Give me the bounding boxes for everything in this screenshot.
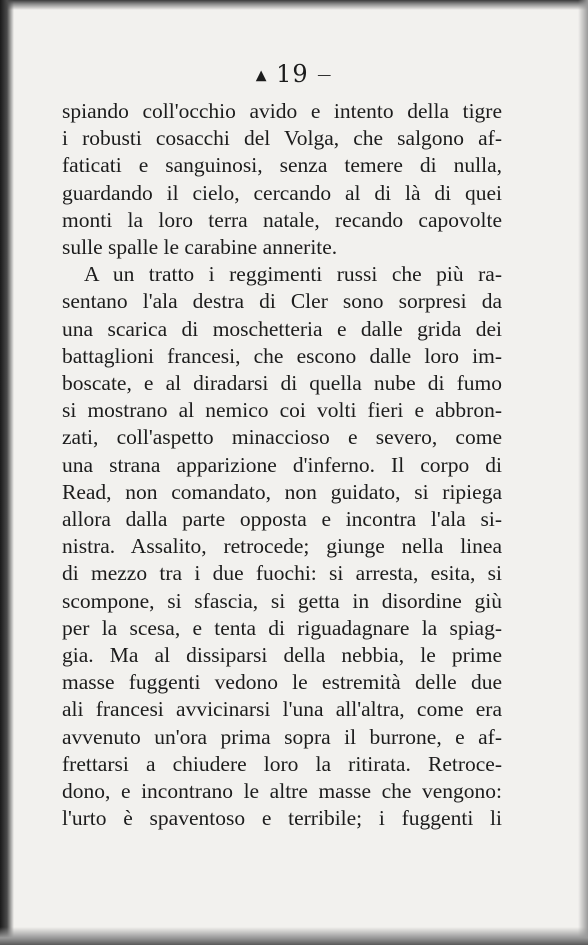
text-line: per la scesa, e tenta di riguadagnare la spiag- <box>62 615 502 640</box>
text-line: avvenuto un'ora prima sopra il burrone, e af- <box>62 724 502 749</box>
text-line: monti la loro terra natale, recando capovolte <box>62 207 502 232</box>
body-text <box>62 98 502 832</box>
text-line: l'urto è spaventoso e terribile; i fuggenti li <box>62 806 502 831</box>
text-line: masse fuggenti vedono le estremità delle due <box>62 670 502 695</box>
page-edge-right <box>578 0 588 945</box>
text-line: di mezzo tra i due fuochi: si arresta, esita, si <box>62 561 502 586</box>
text-line: battaglioni francesi, che escono dalle loro im- <box>62 343 502 368</box>
text-line: dono, e incontrano le altre masse che vengono: <box>62 779 502 804</box>
text-line: i robusti cosacchi del Volga, che salgono af- <box>62 126 502 151</box>
text-line: zati, coll'aspetto minaccioso e severo, come <box>62 425 502 450</box>
text-line: spiando coll'occhio avido e intento della tigre <box>62 99 502 123</box>
text-line: ali francesi avvicinarsi l'una all'altra, come era <box>62 697 502 722</box>
text-line: si mostrano al nemico coi volti fieri e abbron- <box>62 398 502 423</box>
page-edge-left <box>0 0 14 945</box>
text-line: sentano l'ala destra di Cler sono sorpresi da <box>62 289 502 314</box>
text-line: allora dalla parte opposta e incontra l'ala si- <box>62 507 502 532</box>
ornament-left-icon: ▲ <box>255 67 268 84</box>
text-line: faticati e sanguinosi, senza temere di nulla, <box>62 153 502 178</box>
text-line: gia. Ma al dissiparsi della nebbia, le prime <box>62 643 502 668</box>
text-line: sulle spalle le carabine annerite. <box>62 235 338 260</box>
page-edge-bottom <box>0 927 588 945</box>
text-line: Read, non comandato, non guidato, si ripiega <box>62 479 502 504</box>
page-header <box>0 60 588 88</box>
text-line: nistra. Assalito, retrocede; giunge nella linea <box>62 534 502 559</box>
page-number: 19 <box>276 60 309 88</box>
text-line: una strana apparizione d'inferno. Il corpo di <box>62 452 502 477</box>
text-line: boscate, e al diradarsi di quella nube di fumo <box>62 371 502 396</box>
text-line: A un tratto i reggimenti russi che più ra- <box>84 262 502 287</box>
page-edge-top <box>0 0 588 10</box>
text-line: guardando il cielo, cercando al di là di quei <box>62 180 502 205</box>
text-line: frettarsi a chiudere loro la ritirata. Retroce- <box>62 751 502 776</box>
text-line: una scarica di moschetteria e dalle grida dei <box>62 316 502 341</box>
text-line: scompone, si sfascia, si getta in disordine giù <box>62 588 502 613</box>
ornament-right-icon: — <box>317 67 333 84</box>
